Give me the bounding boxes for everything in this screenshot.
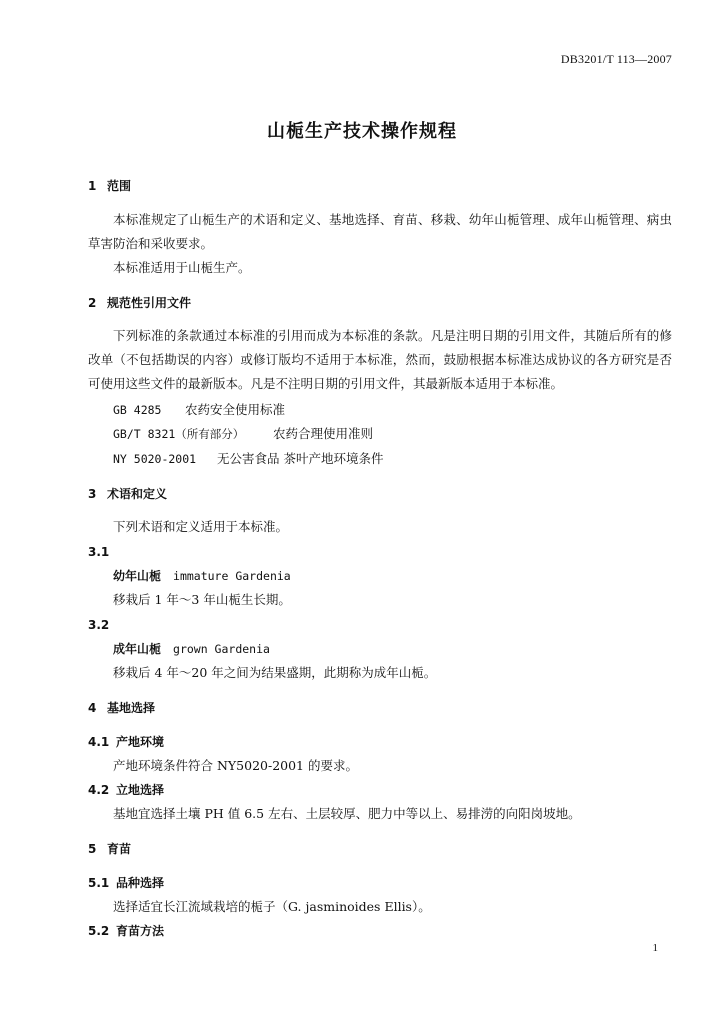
section-3-heading: 3 术语和定义 [88, 487, 168, 501]
subsection-4-2-text: 基地宜选择土壤 PH 值 6.5 左右、土层较厚、肥力中等以上、易排涝的向阳岗坡地。 [113, 806, 581, 821]
section-1-heading: 1 范围 [88, 179, 132, 193]
subsection-4-2-heading: 4.2 立地选择 [88, 783, 165, 797]
term-3-1: 幼年山栀 immature Gardenia [113, 569, 291, 583]
section-2-heading: 2 规范性引用文件 [88, 296, 192, 310]
term-3-2-number: 3.2 [88, 618, 110, 632]
document-code: DB3201/T 113—2007 [560, 52, 672, 66]
term-3-1-definition: 移栽后 1 年～3 年山栀生长期。 [113, 592, 291, 607]
section-3-paragraph-1: 下列术语和定义适用于本标准。 [113, 519, 289, 534]
section-1-paragraph-1: 本标准规定了山栀生产的术语和定义、基地选择、育苗、移栽、幼年山栀管理、成年山栀管理、病虫草害防治和采收要求。 [88, 212, 672, 251]
document-title: 山栀生产技术操作规程 [267, 121, 457, 142]
subsection-5-2-heading: 5.2 育苗方法 [88, 924, 165, 938]
page-number: 1 [652, 942, 658, 954]
term-3-2: 成年山栀 grown Gardenia [113, 642, 270, 656]
subsection-5-1-heading: 5.1 品种选择 [88, 876, 165, 890]
term-3-2-definition: 移栽后 4 年～20 年之间为结果盛期，此期称为成年山栀。 [113, 665, 437, 680]
subsection-5-1-text: 选择适宜长江流域栽培的栀子（G. jasminoides Ellis）。 [113, 899, 431, 914]
term-3-1-number: 3.1 [88, 545, 110, 559]
subsection-4-1-heading: 4.1 产地环境 [88, 735, 165, 749]
section-2-paragraph-1: 下列标准的条款通过本标准的引用而成为本标准的条款。凡是注明日期的引用文件，其随后所有的修改单（不包括勘误的内容）或修订版均不适用于本标准，然而，鼓励根据本标准达成协议的各方研究是否可使用这些文件的最新版本。凡是不注明日期的引用文件，其最新版本适用于本标准。 [88, 328, 672, 391]
section-5-heading: 5 育苗 [88, 842, 132, 856]
subsection-4-1-text: 产地环境条件符合 NY5020-2001 的要求。 [113, 758, 358, 773]
reference-item: GB 4285 农药安全使用标准 [113, 402, 286, 417]
section-4-heading: 4 基地选择 [88, 701, 156, 715]
reference-item: GB/T 8321（所有部分） 农药合理使用准则 [113, 426, 374, 441]
reference-item: NY 5020-2001 无公害食品 茶叶产地环境条件 [113, 451, 384, 466]
section-1-paragraph-2: 本标准适用于山栀生产。 [113, 260, 251, 275]
